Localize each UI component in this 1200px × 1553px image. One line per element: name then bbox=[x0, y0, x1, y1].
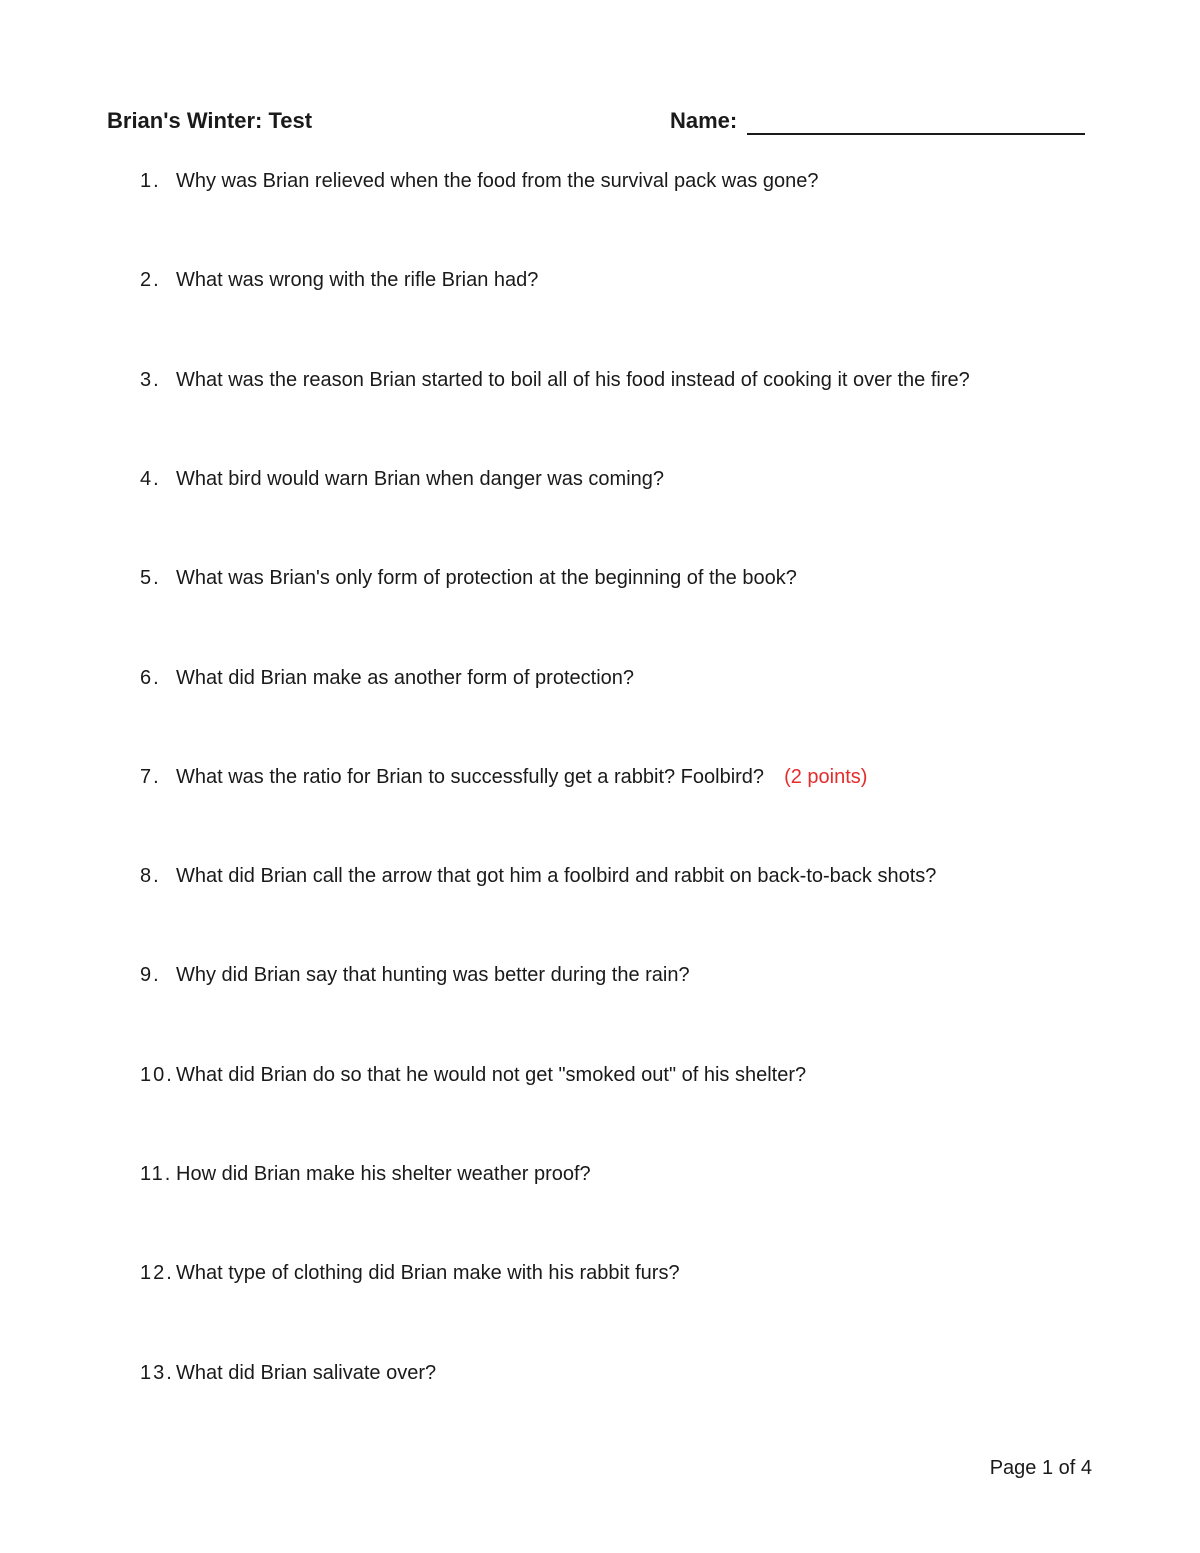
points-label: (2 points) bbox=[784, 766, 868, 788]
question-text: Why was Brian relieved when the food from the survival pack was gone? bbox=[176, 170, 819, 192]
question-number: 7. bbox=[140, 766, 161, 788]
question-number: 10. bbox=[140, 1064, 174, 1086]
question-number: 13. bbox=[140, 1362, 174, 1384]
question-item bbox=[140, 665, 634, 691]
question-text: What was the ratio for Brian to successfully get a rabbit? Foolbird? bbox=[176, 766, 765, 788]
question-number: 4. bbox=[140, 468, 161, 490]
question-number: 2. bbox=[140, 269, 161, 291]
question-number: 1. bbox=[140, 170, 161, 192]
question-item bbox=[140, 764, 867, 790]
question-text: What was Brian's only form of protection at the beginning of the book? bbox=[176, 567, 797, 589]
question-text: What did Brian do so that he would not get "smoked out" of his shelter? bbox=[176, 1064, 807, 1086]
question-number: 6. bbox=[140, 667, 161, 689]
question-text: What bird would warn Brian when danger was coming? bbox=[176, 468, 665, 490]
question-text: Why did Brian say that hunting was better during the rain? bbox=[176, 964, 690, 986]
question-item bbox=[140, 168, 819, 194]
name-label: Name: bbox=[670, 108, 738, 133]
question-item bbox=[140, 863, 936, 889]
question-number: 3. bbox=[140, 369, 161, 391]
question-item bbox=[140, 1062, 806, 1088]
question-text: What was wrong with the rifle Brian had? bbox=[176, 269, 539, 291]
question-number: 5. bbox=[140, 567, 161, 589]
page-title: Brian's Winter: Test bbox=[107, 108, 313, 133]
question-item bbox=[140, 1260, 680, 1286]
question-text: How did Brian make his shelter weather proof? bbox=[176, 1163, 591, 1185]
question-number: 8. bbox=[140, 865, 161, 887]
question-text: What did Brian make as another form of protection? bbox=[176, 667, 635, 689]
question-number: 11. bbox=[140, 1163, 173, 1185]
question-number: 12. bbox=[140, 1262, 174, 1284]
question-item bbox=[140, 1360, 436, 1386]
question-text: What type of clothing did Brian make with his rabbit furs? bbox=[176, 1262, 680, 1284]
question-item bbox=[140, 466, 664, 492]
question-text: What did Brian salivate over? bbox=[176, 1362, 437, 1384]
question-text: What was the reason Brian started to boil all of his food instead of cooking it over the fire? bbox=[176, 369, 970, 391]
question-item bbox=[140, 267, 538, 293]
question-item bbox=[140, 962, 690, 988]
question-text: What did Brian call the arrow that got him a foolbird and rabbit on back-to-back shots? bbox=[176, 865, 937, 887]
question-item bbox=[140, 367, 970, 393]
question-item bbox=[140, 1161, 591, 1187]
question-number: 9. bbox=[140, 964, 161, 986]
page-number: Page 1 of 4 bbox=[989, 1457, 1092, 1479]
question-item bbox=[140, 565, 797, 591]
